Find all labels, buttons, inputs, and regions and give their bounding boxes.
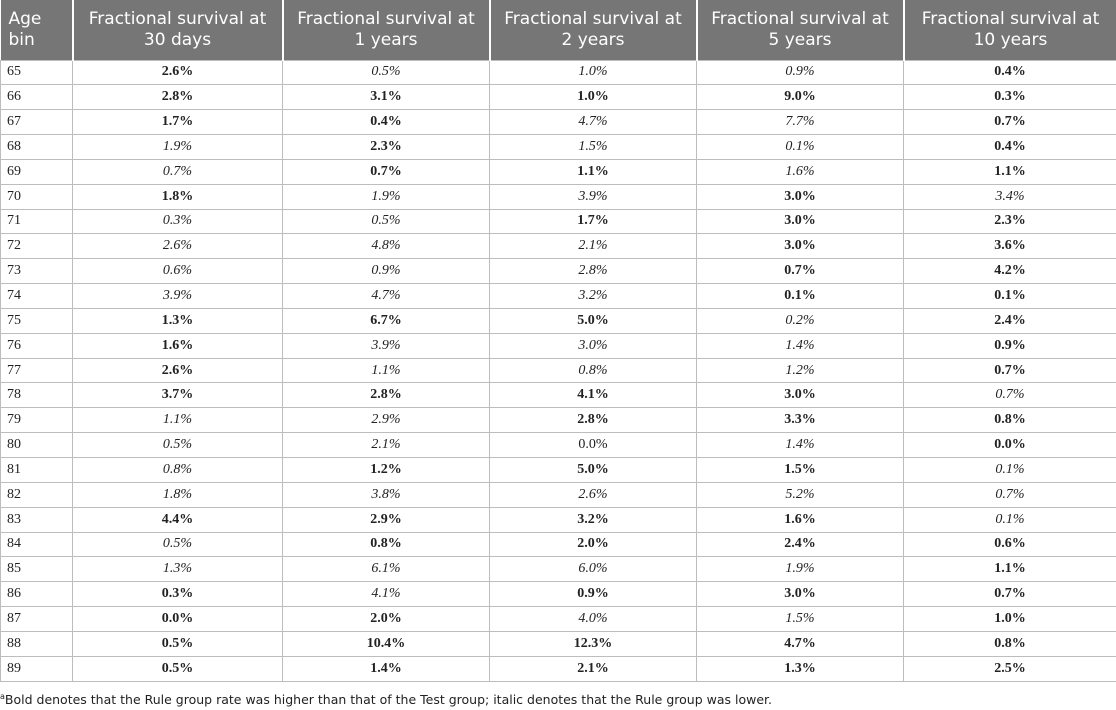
age-bin-cell: 81 [1,458,73,483]
age-bin-cell: 78 [1,383,73,408]
survival-cell: 0.7% [697,259,904,284]
survival-cell: 0.8% [490,358,697,383]
age-bin-cell: 84 [1,532,73,557]
survival-cell: 2.1% [490,234,697,259]
survival-cell: 3.3% [697,408,904,433]
survival-cell: 0.8% [904,631,1116,656]
survival-cell: 0.8% [904,408,1116,433]
survival-cell: 0.7% [904,110,1116,135]
survival-cell: 1.6% [73,333,283,358]
survival-cell: 0.3% [904,85,1116,110]
survival-cell: 3.4% [904,184,1116,209]
age-bin-cell: 73 [1,259,73,284]
age-bin-cell: 76 [1,333,73,358]
table-row [1,383,1116,408]
age-bin-cell: 89 [1,656,73,681]
survival-cell: 1.8% [73,184,283,209]
survival-cell: 4.7% [490,110,697,135]
survival-cell: 1.5% [697,458,904,483]
survival-cell: 0.7% [904,358,1116,383]
header-10-years: Fractional survival at 10 years [904,0,1116,60]
survival-cell: 0.0% [73,607,283,632]
survival-cell: 3.9% [490,184,697,209]
table-row [1,209,1116,234]
survival-cell: 0.5% [73,656,283,681]
survival-cell: 3.0% [697,234,904,259]
survival-cell: 0.2% [697,308,904,333]
survival-cell: 1.9% [73,135,283,160]
survival-cell: 1.0% [490,85,697,110]
survival-cell: 1.9% [697,557,904,582]
survival-cell: 0.5% [73,433,283,458]
survival-cell: 1.9% [283,184,490,209]
age-bin-cell: 71 [1,209,73,234]
age-bin-cell: 75 [1,308,73,333]
footnote-text: Bold denotes that the Rule group rate was higher than that of the Test group; italic denotes that the Rule group was lower. [4,692,772,708]
survival-cell: 2.1% [490,656,697,681]
age-bin-cell: 82 [1,482,73,507]
survival-cell: 0.6% [904,532,1116,557]
age-bin-cell: 65 [1,60,73,85]
table-row [1,458,1116,483]
survival-cell: 2.6% [73,234,283,259]
survival-cell: 2.6% [490,482,697,507]
survival-cell: 2.6% [73,60,283,85]
survival-cell: 0.9% [490,582,697,607]
header-5-years: Fractional survival at 5 years [697,0,904,60]
survival-cell: 3.9% [283,333,490,358]
age-bin-cell: 68 [1,135,73,160]
survival-cell: 4.4% [73,507,283,532]
survival-cell: 0.5% [283,60,490,85]
survival-cell: 5.2% [697,482,904,507]
survival-cell: 0.1% [904,458,1116,483]
survival-cell: 10.4% [283,631,490,656]
table-row [1,532,1116,557]
survival-cell: 5.0% [490,458,697,483]
survival-cell: 0.5% [283,209,490,234]
table-row [1,557,1116,582]
table-row [1,259,1116,284]
age-bin-cell: 70 [1,184,73,209]
survival-cell: 3.2% [490,284,697,309]
table-row [1,631,1116,656]
survival-cell: 1.0% [904,607,1116,632]
age-bin-cell: 77 [1,358,73,383]
survival-cell: 2.4% [697,532,904,557]
survival-cell: 3.7% [73,383,283,408]
survival-cell: 1.3% [73,557,283,582]
survival-cell: 1.2% [283,458,490,483]
table-row [1,60,1116,85]
survival-cell: 0.4% [283,110,490,135]
survival-cell: 2.0% [490,532,697,557]
survival-cell: 2.4% [904,308,1116,333]
survival-cell: 3.2% [490,507,697,532]
survival-cell: 0.9% [697,60,904,85]
table-row [1,333,1116,358]
survival-cell: 0.7% [283,159,490,184]
age-bin-cell: 87 [1,607,73,632]
table-row [1,582,1116,607]
survival-cell: 4.1% [490,383,697,408]
survival-cell: 2.8% [73,85,283,110]
survival-cell: 2.8% [490,408,697,433]
survival-cell: 0.4% [904,135,1116,160]
survival-cell: 1.6% [697,507,904,532]
survival-cell: 2.8% [490,259,697,284]
survival-cell: 2.8% [283,383,490,408]
survival-cell: 1.7% [490,209,697,234]
table-row [1,433,1116,458]
table-footnote [0,692,772,707]
survival-cell: 0.3% [73,582,283,607]
table-row [1,135,1116,160]
survival-cell: 4.8% [283,234,490,259]
age-bin-cell: 67 [1,110,73,135]
survival-cell: 2.3% [904,209,1116,234]
header-row [1,0,1116,60]
footnote-marker: a [0,692,5,701]
survival-cell: 0.1% [904,284,1116,309]
survival-cell: 0.9% [283,259,490,284]
survival-cell: 0.7% [904,482,1116,507]
survival-cell: 9.0% [697,85,904,110]
survival-cell: 2.1% [283,433,490,458]
survival-cell: 3.0% [697,184,904,209]
survival-cell: 3.0% [490,333,697,358]
age-bin-cell: 72 [1,234,73,259]
survival-cell: 0.8% [283,532,490,557]
table-row [1,507,1116,532]
survival-cell: 12.3% [490,631,697,656]
table-row [1,308,1116,333]
survival-cell: 0.1% [697,135,904,160]
survival-cell: 7.7% [697,110,904,135]
survival-cell: 1.8% [73,482,283,507]
table-row [1,85,1116,110]
table-row [1,159,1116,184]
age-bin-cell: 66 [1,85,73,110]
survival-cell: 0.0% [904,433,1116,458]
survival-cell: 2.3% [283,135,490,160]
survival-cell: 0.3% [73,209,283,234]
survival-cell: 0.7% [73,159,283,184]
age-bin-cell: 69 [1,159,73,184]
survival-cell: 3.9% [73,284,283,309]
table-header [1,0,1116,60]
survival-cell: 0.5% [73,532,283,557]
table-row [1,110,1116,135]
age-bin-cell: 88 [1,631,73,656]
age-bin-cell: 83 [1,507,73,532]
survival-cell: 1.1% [73,408,283,433]
survival-cell: 1.1% [283,358,490,383]
table-row [1,234,1116,259]
survival-cell: 3.6% [904,234,1116,259]
survival-cell: 3.8% [283,482,490,507]
survival-cell: 6.7% [283,308,490,333]
survival-cell: 3.0% [697,582,904,607]
header-age-bin: Age bin [1,0,73,60]
survival-cell: 1.4% [283,656,490,681]
survival-cell: 1.3% [697,656,904,681]
age-bin-cell: 74 [1,284,73,309]
survival-cell: 2.0% [283,607,490,632]
survival-cell: 2.9% [283,507,490,532]
survival-cell: 4.7% [697,631,904,656]
survival-cell: 3.0% [697,209,904,234]
survival-cell: 4.1% [283,582,490,607]
survival-cell: 4.0% [490,607,697,632]
age-bin-cell: 85 [1,557,73,582]
survival-cell: 1.1% [904,557,1116,582]
survival-cell: 2.9% [283,408,490,433]
survival-cell: 1.1% [904,159,1116,184]
survival-cell: 0.1% [697,284,904,309]
survival-cell: 0.5% [73,631,283,656]
table-body [1,60,1116,681]
survival-cell: 1.4% [697,333,904,358]
table-row [1,284,1116,309]
survival-cell: 1.7% [73,110,283,135]
survival-cell: 0.7% [904,582,1116,607]
survival-cell: 5.0% [490,308,697,333]
survival-cell: 0.0% [490,433,697,458]
header-2-years: Fractional survival at 2 years [490,0,697,60]
table-row [1,482,1116,507]
survival-cell: 6.1% [283,557,490,582]
age-bin-cell: 80 [1,433,73,458]
survival-cell: 0.8% [73,458,283,483]
survival-cell: 1.3% [73,308,283,333]
survival-cell: 1.5% [697,607,904,632]
survival-cell: 3.1% [283,85,490,110]
survival-cell: 4.7% [283,284,490,309]
survival-cell: 1.5% [490,135,697,160]
table-row [1,184,1116,209]
age-bin-cell: 86 [1,582,73,607]
survival-cell: 4.2% [904,259,1116,284]
age-bin-cell: 79 [1,408,73,433]
survival-cell: 1.2% [697,358,904,383]
table-row [1,358,1116,383]
header-30-days: Fractional survival at 30 days [73,0,283,60]
survival-cell: 6.0% [490,557,697,582]
survival-cell: 1.1% [490,159,697,184]
table-row [1,607,1116,632]
header-1-years: Fractional survival at 1 years [283,0,490,60]
survival-cell: 0.7% [904,383,1116,408]
survival-cell: 0.4% [904,60,1116,85]
survival-cell: 0.1% [904,507,1116,532]
survival-cell: 1.6% [697,159,904,184]
survival-cell: 1.0% [490,60,697,85]
survival-cell: 2.6% [73,358,283,383]
survival-cell: 3.0% [697,383,904,408]
survival-cell: 0.6% [73,259,283,284]
survival-cell: 2.5% [904,656,1116,681]
survival-cell: 0.9% [904,333,1116,358]
table-row [1,656,1116,681]
survival-cell: 1.4% [697,433,904,458]
table-row [1,408,1116,433]
